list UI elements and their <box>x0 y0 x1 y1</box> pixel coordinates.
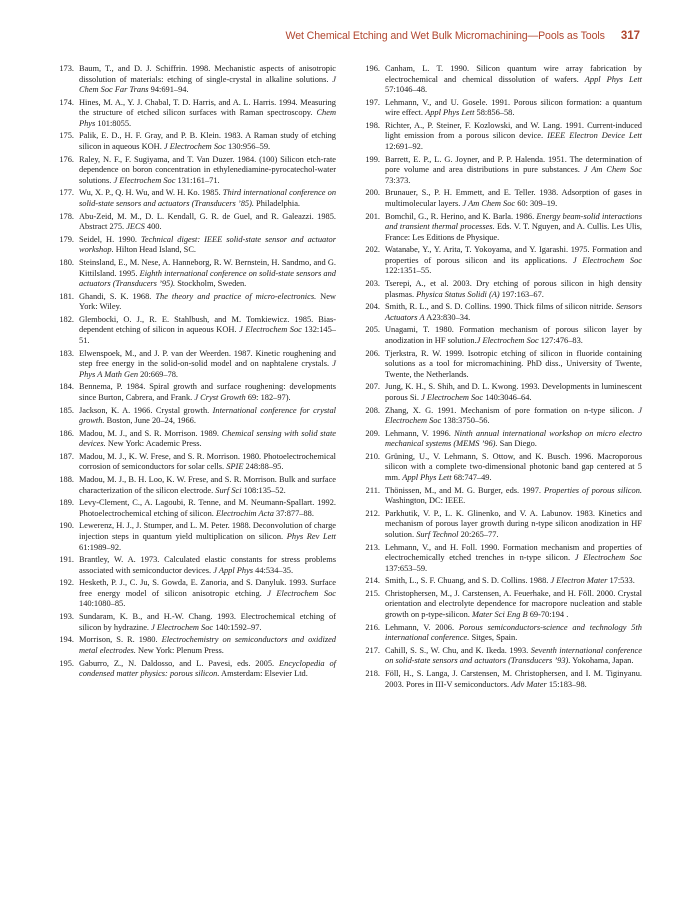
reference-text <box>385 245 642 277</box>
reference-entry <box>52 292 336 313</box>
reference-text-segment: Madou, M. J., and S. R. Morrison. 1989. <box>79 428 222 438</box>
reference-source-title: J Electrochem Soc <box>574 553 642 563</box>
reference-text-segment: Hines, M. A., Y. J. Chabal, T. D. Harris, and A. L. Harris. 1994. Measuring the structure of etched silicon surfaces with Raman spectroscopy. <box>79 97 336 118</box>
reference-entry <box>358 589 642 621</box>
reference-text <box>79 498 336 519</box>
reference-text <box>79 429 336 450</box>
reference-source-title: J Am Chem Soc <box>583 165 642 175</box>
reference-text-segment: Baum, T., and D. J. Schiffrin. 1998. Mechanistic aspects of anisotropic dissolution of materials: etching of single-crystal in alkaline solutions. <box>79 64 336 84</box>
reference-text-segment: Grüning, U., V. Lehmann, S. Ottow, and K. Busch. 1996. Macroporous silicon with a complete two-dimensional photonic band gap centered at 5 mm. <box>385 451 642 482</box>
reference-text-segment: Lehmann, V. 1996. <box>385 428 455 438</box>
reference-text-segment: Richter, A., P. Steiner, F. Kozlowski, and W. Lang. 1991. Current-induced light emission from a porous silicon device. <box>385 120 642 141</box>
reference-source-title: J Electrochem Soc <box>385 405 642 426</box>
reference-source-title: Surf Sci <box>215 485 242 495</box>
reference-entry <box>52 64 336 96</box>
reference-text-segment: 17:533. <box>607 576 635 586</box>
reference-entry <box>358 382 642 403</box>
reference-text-segment: Tjerkstra, R. W. 1999. Isotropic etching of silicon in fluoride containing solutions as a tool for micromachining. PhD diss., University of Twente, Twente, the Netherlands. <box>385 348 642 379</box>
reference-entry <box>358 543 642 575</box>
reference-number: 214. <box>365 576 380 586</box>
reference-source-title: Chemical sensing with solid state devices. <box>79 428 336 449</box>
reference-source-title: Encyclopedia of condensed matter physics: porous silicon. <box>79 658 337 679</box>
reference-entry <box>52 429 336 450</box>
reference-number: 205. <box>365 325 380 335</box>
reference-text-segment: Bennema, P. 1984. Spiral growth and surface roughening: developments since Burton, Cabrera, and Frank. <box>79 382 336 402</box>
reference-source-title: Phys Rev Lett <box>286 532 336 542</box>
reference-text <box>385 646 642 667</box>
reference-number: 180. <box>59 257 74 267</box>
reference-text-segment: 94:691–94. <box>148 85 189 95</box>
reference-source-title: Properties of porous silicon. <box>544 485 642 495</box>
reference-text-segment: Glembocki, O. J., R. E. Stahlbush, and M. Tomkiewicz. 1985. Bias-dependent etching of silicon in aqueous KOH. <box>79 314 336 335</box>
reference-text-segment: 127:476–83. <box>538 335 583 345</box>
reference-source-title: J Appl Phys <box>213 565 254 575</box>
reference-source-title: Appl Phys Lett <box>402 473 452 482</box>
reference-text-segment: 15:183–98. <box>546 679 587 689</box>
reference-text-segment: 130:956–59. <box>225 142 271 152</box>
reference-text-segment: Brunauer, S., P. H. Emmett, and E. Teller. 1938. Adsorption of gases in multimolecular layers. <box>385 188 642 208</box>
reference-text-segment: Cahill, S. S., W. Chu, and K. Ikeda. 1993. <box>385 645 531 655</box>
reference-text-segment: Canham, L. T. 1990. Silicon quantum wire array fabrication by electrochemical and chemical dissolution of wafers. <box>385 64 642 84</box>
reference-text <box>79 406 336 427</box>
reference-text <box>385 576 642 587</box>
reference-number: 181. <box>59 291 74 301</box>
reference-text-segment: Tserepi, A., et al. 2003. Dry etching of porous silicon in high density plasmas. <box>385 279 642 299</box>
reference-text-segment: 69: 182–97). <box>245 392 291 402</box>
reference-source-title: Technical digest: IEEE solid-state sensor and actuator workshop. <box>79 234 336 255</box>
reference-text-segment: 58:856–58. <box>474 108 515 118</box>
reference-text-segment: 12:691–92. <box>385 142 423 152</box>
reference-text <box>79 235 336 256</box>
reference-text <box>79 188 336 209</box>
reference-text-segment: Sundaram, K. B., and H.-W. Chang. 1993. Electrochemical etching of silicon by hydrazine. <box>79 612 336 632</box>
reference-entry <box>358 121 642 153</box>
reference-number: 203. <box>365 279 380 289</box>
reference-entry <box>52 212 336 233</box>
reference-text-segment: 37:877–88. <box>273 508 314 518</box>
reference-number: 204. <box>365 302 380 312</box>
reference-text <box>385 98 642 119</box>
reference-number: 192. <box>59 578 74 588</box>
running-header <box>40 30 640 48</box>
reference-text-segment: 108:135–52. <box>241 485 286 495</box>
reference-text <box>79 315 336 347</box>
reference-source-title: J Electrochem Soc <box>267 588 336 598</box>
reference-entry <box>52 521 336 553</box>
reference-source-title: J Electrochem Soc <box>113 175 176 185</box>
reference-entry <box>358 429 642 450</box>
reference-column-left <box>52 64 336 692</box>
reference-number: 193. <box>59 612 74 622</box>
reference-text <box>79 555 336 576</box>
reference-number: 174. <box>59 97 74 107</box>
reference-source-title: Physica Status Solidi (A) <box>416 289 500 299</box>
reference-text-segment: 137:653–59. <box>385 563 428 573</box>
reference-entry <box>52 155 336 187</box>
reference-text-segment: 57:1046–48. <box>385 85 428 95</box>
reference-source-title: J Electrochem Soc <box>572 255 642 265</box>
reference-entry <box>358 349 642 381</box>
reference-number: 195. <box>59 658 74 668</box>
reference-entry <box>358 646 642 667</box>
reference-number: 201. <box>365 211 380 221</box>
reference-text-segment: Parkhutik, V. P., L. K. Glinenko, and V. A. Labunov. 1983. Kinetics and mechanism of porous layer growth during n-type silicon anodization in HF solution. <box>385 508 642 539</box>
reference-text <box>385 302 642 323</box>
reference-text <box>79 258 336 290</box>
reference-source-title: J Electrochem Soc <box>421 392 484 402</box>
reference-text-segment: Hilton Head Island, SC. <box>113 245 197 255</box>
reference-columns <box>52 64 642 692</box>
reference-text-segment: 131:161–71. <box>175 175 220 185</box>
reference-text <box>79 212 336 233</box>
reference-text-segment: 60: 309–19. <box>515 198 558 208</box>
reference-number: 189. <box>59 498 74 508</box>
reference-source-title: J Chem Soc Far Trans <box>79 74 336 95</box>
reference-number: 212. <box>365 508 380 518</box>
reference-entry <box>52 98 336 130</box>
reference-text <box>79 131 336 152</box>
reference-text-segment: New York: Plenum Press. <box>135 645 224 655</box>
reference-text-segment: 140:3046–64. <box>483 392 532 402</box>
reference-number: 199. <box>365 154 380 164</box>
reference-number: 215. <box>365 588 380 598</box>
reference-text <box>79 659 336 680</box>
reference-number: 218. <box>365 669 380 679</box>
reference-entry <box>52 659 336 680</box>
reference-entry <box>358 325 642 346</box>
reference-text-segment: Watanabe, Y., Y. Arita, T. Yokoyama, and Y. Igarashi. 1975. Formation and properties of porous silicon and its applications. <box>385 245 642 265</box>
reference-text-segment: 122:1351–55. <box>385 266 432 276</box>
reference-entry <box>52 315 336 347</box>
reference-number: 186. <box>59 428 74 438</box>
reference-text-segment: Madou, M. J., K. W. Frese, and S. R. Morrison. 1980. Photoelectrochemical corrosion of semiconductors for solar cells. <box>79 451 336 472</box>
reference-text-segment: Morrison, S. R. 1980. <box>79 635 162 645</box>
reference-entry <box>52 612 336 633</box>
reference-text-segment: 73:373. <box>385 175 411 185</box>
reference-text-segment: Unagami, T. 1980. Formation mechanism of porous silicon layer by anodization in HF solution. <box>385 325 642 345</box>
reference-text-segment: Sitges, Spain. <box>469 633 518 643</box>
reference-source-title: J Electrochem Soc <box>163 142 226 152</box>
reference-text-segment: Philadelphia. <box>253 198 301 208</box>
reference-source-title: Ninth annual international workshop on micro electro mechanical systems (MEMS ’96). <box>385 428 642 449</box>
reference-text <box>385 382 642 403</box>
reference-text-segment: Ghandi, S. K. 1968. <box>79 291 156 301</box>
reference-source-title: Third international conference on solid-state sensors and actuators (Transducers ’85). <box>79 188 337 208</box>
reference-text-segment: Lehmann, V., and H. Foll. 1990. Formation mechanism and properties of electrochemically etched trenches in n-type silicon. <box>385 542 642 563</box>
reference-text-segment: 248:88–95. <box>243 462 284 472</box>
reference-source-title: International conference for crystal growth. <box>79 405 336 426</box>
reference-text-segment: Wu, X. P., Q. H. Wu, and W. H. Ko. 1985. <box>79 188 223 198</box>
reference-text-segment: Amsterdam: Elsevier Ltd. <box>219 669 308 679</box>
reference-text-segment: 138:3750–56. <box>441 416 490 426</box>
reference-source-title: Appl Phys Lett <box>425 108 475 118</box>
reference-entry <box>52 349 336 381</box>
reference-entry <box>52 235 336 256</box>
reference-text <box>79 521 336 553</box>
reference-number: 198. <box>365 120 380 130</box>
reference-number: 183. <box>59 348 74 358</box>
reference-text-segment: 140:1592–97. <box>213 622 262 632</box>
reference-text-segment: Lehmann, V. 2006. <box>385 622 459 632</box>
reference-source-title: J Electrochem Soc <box>151 622 214 632</box>
reference-text-segment: Brantley, W. A. 1973. Calculated elastic constants for stress problems associated with semiconductor devices. <box>79 555 336 575</box>
reference-text <box>385 325 642 346</box>
reference-number: 216. <box>365 622 380 632</box>
reference-number: 178. <box>59 211 74 221</box>
reference-text-segment: Gaburro, Z., N. Daldosso, and L. Pavesi, eds. 2005. <box>79 658 280 668</box>
reference-entry <box>358 98 642 119</box>
reference-text-segment: Jung, K. H., S. Shih, and D. L. Kwong. 1993. Developments in luminescent porous Si. <box>385 382 642 402</box>
reference-text-segment: Barrett, E. P., L. G. Joyner, and P. P. Halenda. 1951. The determination of pore volume and area distributions in pure substances. <box>385 154 642 175</box>
reference-text <box>385 279 642 300</box>
reference-text-segment: Bomchil, G., R. Herino, and K. Barla. 1986. <box>385 211 537 221</box>
reference-text <box>385 188 642 209</box>
reference-number: 196. <box>365 64 380 73</box>
reference-entry <box>358 576 642 587</box>
reference-entry <box>358 245 642 277</box>
reference-source-title: Appl Phys Lett <box>584 74 642 84</box>
reference-entry <box>358 406 642 427</box>
reference-text-segment: Hesketh, P. J., C. Ju, S. Gowda, E. Zanoria, and S. Danyluk. 1993. Surface free energy model of silicon anisotropic etching. <box>79 578 336 598</box>
reference-source-title: Adv Mater <box>511 679 547 689</box>
reference-entry <box>52 475 336 496</box>
reference-text-segment: Smith, L., S. F. Chuang, and S. D. Collins. 1988. <box>385 576 551 586</box>
reference-source-title: Electrochemistry on semiconductors and oxidized metal electrodes. <box>79 635 336 655</box>
reference-source-title: IEEE Electron Device Lett <box>547 131 642 141</box>
reference-text-segment: Föll, H., S. Langa, J. Carstensen, M. Christophersen, and I. M. Tiginyanu. 2003. Pores in III-V semiconductors. <box>385 669 642 689</box>
reference-text <box>79 635 336 656</box>
reference-entry <box>52 406 336 427</box>
reference-source-title: Seventh international conference on solid-state sensors and actuators (Transducers ’93). <box>385 645 642 666</box>
reference-entry <box>358 669 642 690</box>
reference-text-segment: 61:1989–92. <box>79 542 122 552</box>
reference-number: 211. <box>365 485 380 495</box>
reference-source-title: J Am Chem Soc <box>462 198 516 208</box>
reference-number: 187. <box>59 451 74 461</box>
reference-entry <box>358 486 642 507</box>
reference-text-segment: Lewerenz, H. J., J. Stumper, and L. M. Peter. 1988. Deconvolution of charge injection steps in quantum yield multiplication on silicon. <box>79 521 336 542</box>
reference-entry <box>52 578 336 610</box>
reference-source-title: SPIE <box>226 462 244 472</box>
reference-entry <box>52 258 336 290</box>
reference-text-segment: Steinsland, E., M. Nese, A. Hanneborg, R. W. Bernstein, H. Sandmo, and G. Kittilsland. 1995. <box>79 257 336 278</box>
reference-number: 210. <box>365 451 380 461</box>
reference-entry <box>52 635 336 656</box>
reference-text <box>385 349 642 381</box>
reference-source-title: Energy beam-solid interactions and transient thermal processes. <box>385 211 642 232</box>
reference-source-title: The theory and practice of micro-electronics. <box>155 291 317 301</box>
reference-number: 179. <box>59 234 74 244</box>
reference-text-segment: Washington, DC: IEEE. <box>385 496 466 506</box>
reference-number: 191. <box>59 555 74 565</box>
reference-entry <box>52 188 336 209</box>
reference-number: 177. <box>59 188 74 198</box>
reference-entry <box>358 509 642 541</box>
reference-text-segment: Seidel, H. 1990. <box>79 234 142 244</box>
reference-text <box>385 212 642 244</box>
reference-text-segment: 140:1080–85. <box>79 599 126 609</box>
reference-source-title: J Electrochem Soc <box>476 335 539 345</box>
reference-text-segment: Palik, E. D., H. F. Gray, and P. B. Klein. 1983. A Raman study of etching silicon in aqueous KOH. <box>79 131 336 152</box>
reference-entry <box>358 279 642 300</box>
reference-text-segment: Stockholm, Sweden. <box>175 279 247 289</box>
reference-text-segment: Zhang, X. G. 1991. Mechanism of pore formation on n-type silicon. <box>385 405 639 415</box>
reference-number: 173. <box>59 64 74 73</box>
reference-entry <box>52 498 336 519</box>
reference-number: 213. <box>365 542 380 552</box>
reference-text <box>79 452 336 473</box>
reference-text-segment: 69-70:194 . <box>527 610 569 620</box>
reference-number: 200. <box>365 188 380 198</box>
reference-column-right <box>358 64 642 692</box>
reference-number: 194. <box>59 635 74 645</box>
reference-text <box>385 429 642 450</box>
reference-text-segment: Yokohama, Japan. <box>570 656 634 666</box>
reference-text <box>385 406 642 427</box>
reference-source-title: J Electrochem Soc <box>239 325 302 335</box>
reference-number: 185. <box>59 405 74 415</box>
reference-entry <box>358 452 642 484</box>
reference-text-segment: A23:830–34. <box>424 312 471 322</box>
reference-text <box>385 64 642 96</box>
reference-text <box>79 98 336 130</box>
reference-text-segment: 20:669–78. <box>138 369 179 379</box>
reference-text-segment: 132:145–51. <box>79 325 336 345</box>
reference-number: 206. <box>365 348 380 358</box>
reference-text-segment: Lehmann, V., and U. Gosele. 1991. Porous silicon formation: a quantum wire effect. <box>385 97 642 118</box>
reference-entry <box>52 555 336 576</box>
reference-number: 217. <box>365 645 380 655</box>
reference-text-segment: Levy-Clement, C., A. Lagoubi, R. Tenne, and M. Neumann-Spallart. 1992. Photoelectrochemical etching of silicon. <box>79 498 336 518</box>
reference-number: 182. <box>59 314 74 324</box>
reference-source-title: Chem Phys <box>79 108 336 128</box>
reference-text <box>385 669 642 690</box>
reference-source-title: Mater Sci Eng B <box>472 610 528 620</box>
reference-text <box>79 382 336 403</box>
running-title: Wet Chemical Etching and Wet Bulk Micromachining—Pools as Tools <box>285 30 605 42</box>
reference-text <box>385 543 642 575</box>
reference-entry <box>52 131 336 152</box>
reference-text-segment: San Diego. <box>497 439 537 449</box>
reference-number: 188. <box>59 475 74 485</box>
reference-text-segment: New York: Wiley. <box>79 291 336 312</box>
reference-text <box>79 349 336 381</box>
reference-source-title: Sensors Actuators A <box>385 302 642 322</box>
reference-source-title: J Cryst Growth <box>194 392 246 402</box>
reference-source-title: Porous semiconductors-science and technology 5th international conference. <box>385 622 642 643</box>
reference-entry <box>358 212 642 244</box>
reference-text-segment: Boston, June 20–24, 1966. <box>104 416 196 426</box>
reference-text-segment: New York: Academic Press. <box>105 439 202 449</box>
reference-text <box>79 475 336 496</box>
reference-text <box>79 612 336 633</box>
reference-source-title: Electrochim Acta <box>215 508 274 518</box>
reference-text-segment: Jackson, K. A. 1966. Crystal growth. <box>79 405 213 415</box>
reference-text <box>79 155 336 187</box>
reference-number: 197. <box>365 97 380 107</box>
reference-text-segment: Eds. V. T. Nguyen, and A. Cullis. Les Ulis, France: Les Editions de Physique. <box>385 222 642 242</box>
reference-text <box>385 509 642 541</box>
reference-source-title: Surf Technol <box>416 529 459 539</box>
reference-text-segment: 20:265–77. <box>458 529 499 539</box>
reference-text-segment: Elwenspoek, M., and J. P. van der Weerden. 1987. Kinetic roughening and step free energy in the solid-on-solid model and on naphtalene crystals. <box>79 348 336 369</box>
reference-entry <box>52 382 336 403</box>
reference-number: 208. <box>365 405 380 415</box>
reference-source-title: Eighth international conference on solid-state sensors and actuators (Transducers ’95). <box>79 268 336 289</box>
reference-text <box>79 292 336 313</box>
reference-number: 184. <box>59 382 74 392</box>
reference-text <box>385 121 642 153</box>
reference-entry <box>358 302 642 323</box>
reference-number: 207. <box>365 382 380 392</box>
reference-text <box>385 589 642 621</box>
reference-number: 202. <box>365 245 380 255</box>
reference-entry <box>358 188 642 209</box>
reference-text <box>79 64 336 96</box>
reference-number: 176. <box>59 154 74 164</box>
reference-text-segment: 400. <box>144 222 162 232</box>
reference-text <box>385 486 642 507</box>
reference-source-title: J Phys A Math Gen <box>79 359 336 379</box>
reference-text-segment: Abu-Zeid, M. M., D. L. Kendall, G. R. de Guel, and R. Galeazzi. 1985. Abstract 275. <box>79 211 336 232</box>
reference-text-segment: 197:163–67. <box>499 289 544 299</box>
reference-entry <box>358 155 642 187</box>
reference-source-title: JECS <box>126 222 145 232</box>
reference-text-segment: Raley, N. F., F. Sugiyama, and T. Van Duzer. 1984. (100) Silicon etch-rate dependence on boron concentration in ethylenediamine-pyrocatechol-water solutions. <box>79 154 336 185</box>
reference-text-segment: 68:747–49. <box>451 473 492 482</box>
reference-source-title: J Electron Mater <box>550 576 608 586</box>
reference-text <box>79 578 336 610</box>
reference-text-segment: 101:8055. <box>95 118 132 128</box>
reference-text <box>385 452 642 484</box>
reference-entry <box>358 64 642 96</box>
reference-entry <box>52 452 336 473</box>
page-number: 317 <box>620 30 640 42</box>
reference-text-segment: Smith, R. L., and S. D. Collins. 1990. Thick films of silicon nitride. <box>385 302 616 312</box>
reference-text <box>385 155 642 187</box>
reference-text-segment: Madou, M. J., B. H. Loo, K. W. Frese, and S. R. Morrison. Bulk and surface characterization of the silicon electrode. <box>79 475 336 495</box>
reference-text-segment: Christophersen, M., J. Carstensen, A. Feuerhake, and H. Föll. 2000. Crystal orientation and electrolyte dependence for macropore nucleation and stable growth on p-type-silicon. <box>385 588 642 620</box>
reference-number: 175. <box>59 131 74 141</box>
reference-text <box>385 623 642 644</box>
reference-number: 190. <box>59 521 74 531</box>
reference-text-segment: Thönissen, M., and M. G. Burger, eds. 1997. <box>385 485 544 495</box>
reference-entry <box>358 623 642 644</box>
reference-text-segment: 44:534–35. <box>253 565 294 575</box>
reference-number: 209. <box>365 428 380 438</box>
